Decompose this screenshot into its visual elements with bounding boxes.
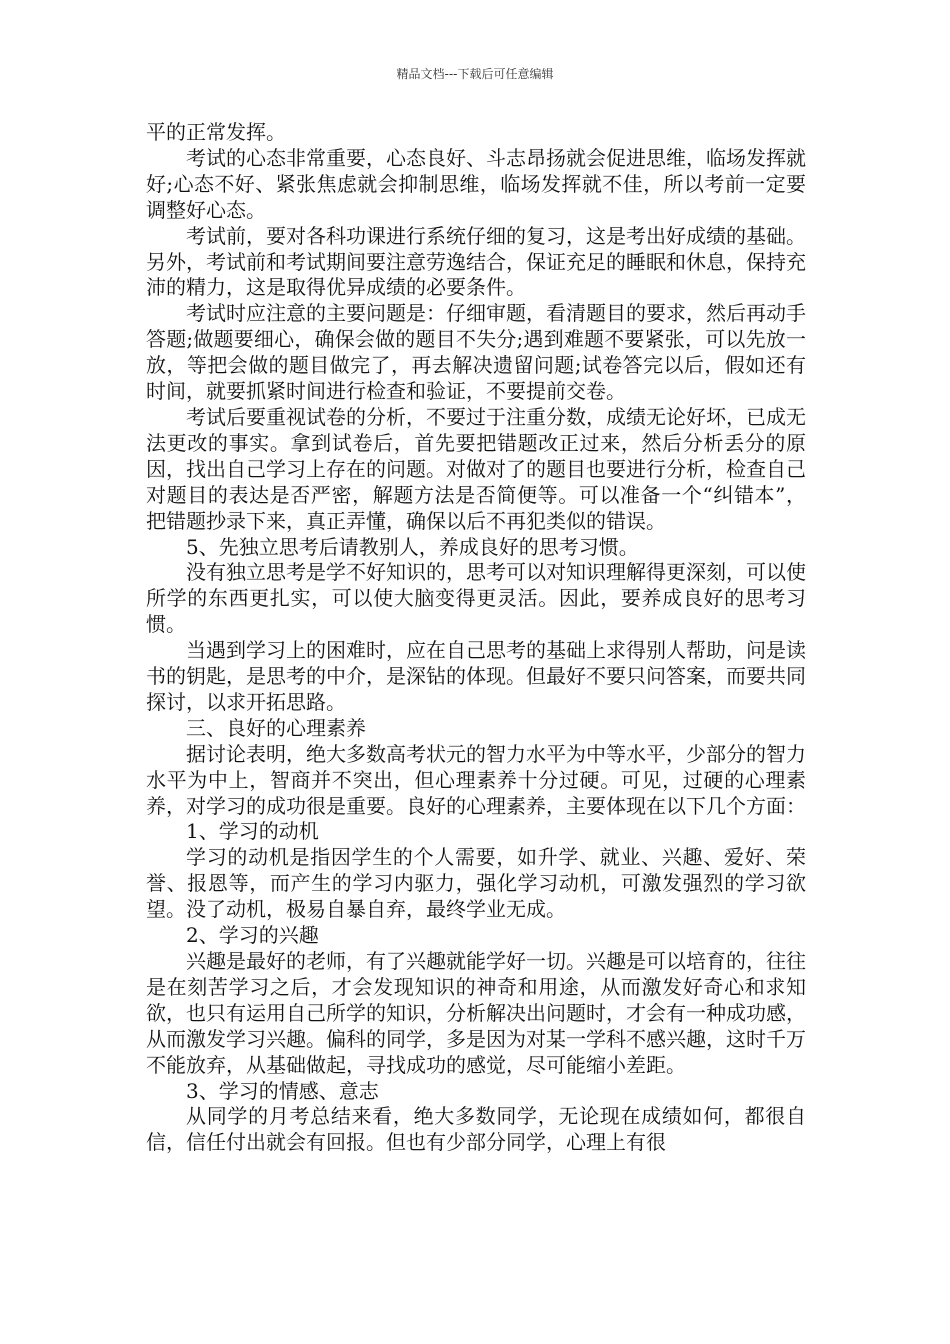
section-heading-psychology: 三、良好的心理素养: [186, 715, 366, 740]
paragraph-1: 考试的心态非常重要，心态良好、斗志昂扬就会促进思维，临场发挥就好;心态不好、紧张焦虑就会抑制思维，临场发挥就不佳，所以考前一定要调整好心态。: [146, 145, 806, 222]
paragraph-3: 考试时应注意的主要问题是：仔细审题，看清题目的要求，然后再动手答题;做题要细心，确保会做的题目不失分;遇到难题不要紧张，可以先放一放，等把会做的题目做完了，再去解决遗留问题;试卷答完以后，假如还有时间，就要抓紧时间进行检查和验证，不要提前交卷。: [146, 301, 806, 404]
paragraph-15: 从同学的月考总结来看，绝大多数同学，无论现在成绩如何，都很自信，信任付出就会有回报。但也有少部分同学，心理上有很: [146, 1104, 806, 1155]
section-heading-5: 5、先独立思考后请教别人，养成良好的思考习惯。: [186, 534, 639, 559]
paragraph-11: 学习的动机是指因学生的个人需要，如升学、就业、兴趣、爱好、荣誉、报恩等，而产生的学习内驱力，强化学习动机，可激发强烈的学习欲望。没了动机，极易自暴自弃，最终学业无成。: [146, 845, 806, 922]
paragraph-2: 考试前，要对各科功课进行系统仔细的复习，这是考出好成绩的基础。另外，考试前和考试期间要注意劳逸结合，保证充足的睡眠和休息，保持充沛的精力，这是取得优异成绩的必要条件。: [146, 223, 806, 300]
document-body: [146, 120, 806, 1156]
paragraph-4: 考试后要重视试卷的分析，不要过于注重分数，成绩无论好坏，已成无法更改的事实。拿到试卷后，首先要把错题改正过来，然后分析丢分的原因，找出自己学习上存在的问题。对做对了的题目也要进行分析，检查自己对题目的表达是否严密，解题方法是否简便等。可以准备一个“纠错本”，把错题抄录下来，真正弄懂，确保以后不再犯类似的错误。: [146, 404, 806, 533]
subheading-motivation: 1、学习的动机: [186, 819, 319, 844]
subheading-interest: 2、学习的兴趣: [186, 923, 319, 948]
paragraph-7: 当遇到学习上的困难时，应在自己思考的基础上求得别人帮助，问是读书的钥匙，是思考的中介，是深钻的体现。但最好不要只问答案，而要共同探讨，以求开拓思路。: [146, 638, 806, 714]
paragraph-13: 兴趣是最好的老师，有了兴趣就能学好一切。兴趣是可以培育的，往往是在刻苦学习之后，才会发现知识的神奇和用途，从而激发好奇心和求知欲，也只有运用自己所学的知识，分析解决出问题时，才会有一种成功感，从而激发学习兴趣。偏科的同学，多是因为对某一学科不感兴趣，这时千万不能放弃，从基础做起，寻找成功的感觉，尽可能缩小差距。: [146, 949, 806, 1077]
paragraph-0: 平的正常发挥。: [146, 120, 286, 144]
paragraph-6: 没有独立思考是学不好知识的，思考可以对知识理解得更深刻，可以使所学的东西更扎实，可以使大脑变得更灵活。因此，要养成良好的思考习惯。: [146, 560, 806, 637]
page-header: 精品文档---下载后可任意编辑: [396, 67, 554, 81]
subheading-emotion-will: 3、学习的情感、意志: [186, 1078, 379, 1103]
paragraph-9: 据讨论表明，绝大多数高考状元的智力水平为中等水平，少部分的智力水平为中上，智商并不突出，但心理素养十分过硬。可见，过硬的心理素养，对学习的成功很是重要。良好的心理素养，主要体现在以下几个方面：: [146, 741, 806, 818]
